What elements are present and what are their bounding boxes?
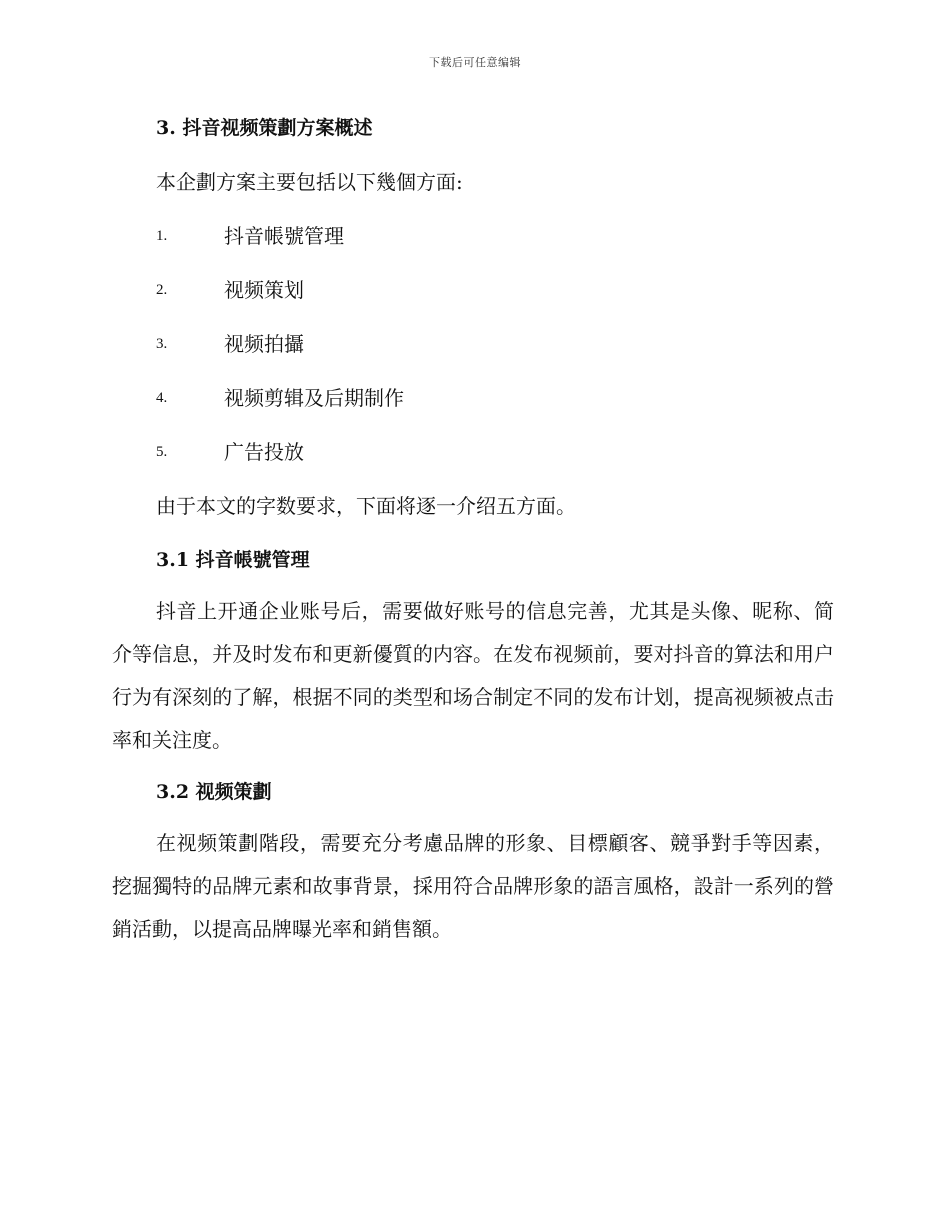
list-item-number: 3. bbox=[156, 336, 168, 352]
section-3-heading: 3. 抖音视频策劃方案概述 bbox=[156, 117, 373, 139]
list-item-text: 广告投放 bbox=[224, 440, 304, 464]
section-3-outro: 由于本文的字数要求，下面将逐一介绍五方面。 bbox=[156, 494, 576, 518]
list-item bbox=[156, 434, 834, 470]
list-item-text: 视频剪辑及后期制作 bbox=[224, 386, 404, 410]
list-item bbox=[156, 326, 834, 362]
list-item-text: 视频拍攝 bbox=[224, 332, 304, 356]
aspects-list bbox=[156, 218, 834, 470]
list-item-number: 5. bbox=[156, 444, 168, 460]
list-item bbox=[156, 380, 834, 416]
list-item bbox=[156, 272, 834, 308]
section-3-1-heading: 3.1 抖音帳號管理 bbox=[156, 549, 310, 571]
list-item-number: 2. bbox=[156, 282, 168, 298]
section-3-2-heading: 3.2 视频策劃 bbox=[156, 781, 272, 803]
list-item-number: 1. bbox=[156, 228, 168, 244]
document-body bbox=[112, 110, 834, 951]
list-item-text: 抖音帳號管理 bbox=[224, 224, 344, 248]
list-item-text: 视频策划 bbox=[224, 278, 304, 302]
list-item bbox=[156, 218, 834, 254]
section-3-2-body: 在视频策劃階段，需要充分考慮品牌的形象、目標顧客、競爭對手等因素，挖掘獨特的品牌元素和故事背景，採用符合品牌形象的語言風格，設計一系列的營銷活動，以提高品牌曝光率和銷售額。 bbox=[112, 831, 834, 941]
page-header: 下载后可任意编辑 bbox=[429, 56, 521, 69]
section-3-1-body: 抖音上开通企业账号后，需要做好账号的信息完善，尤其是头像、昵称、简介等信息，并及时发布和更新優質的内容。在发布视频前，要对抖音的算法和用户行为有深刻的了解，根据不同的类型和场合制定不同的发布计划，提高视频被点击率和关注度。 bbox=[112, 599, 834, 752]
list-item-number: 4. bbox=[156, 390, 168, 406]
section-3-intro: 本企劃方案主要包括以下幾個方面: bbox=[156, 170, 463, 194]
